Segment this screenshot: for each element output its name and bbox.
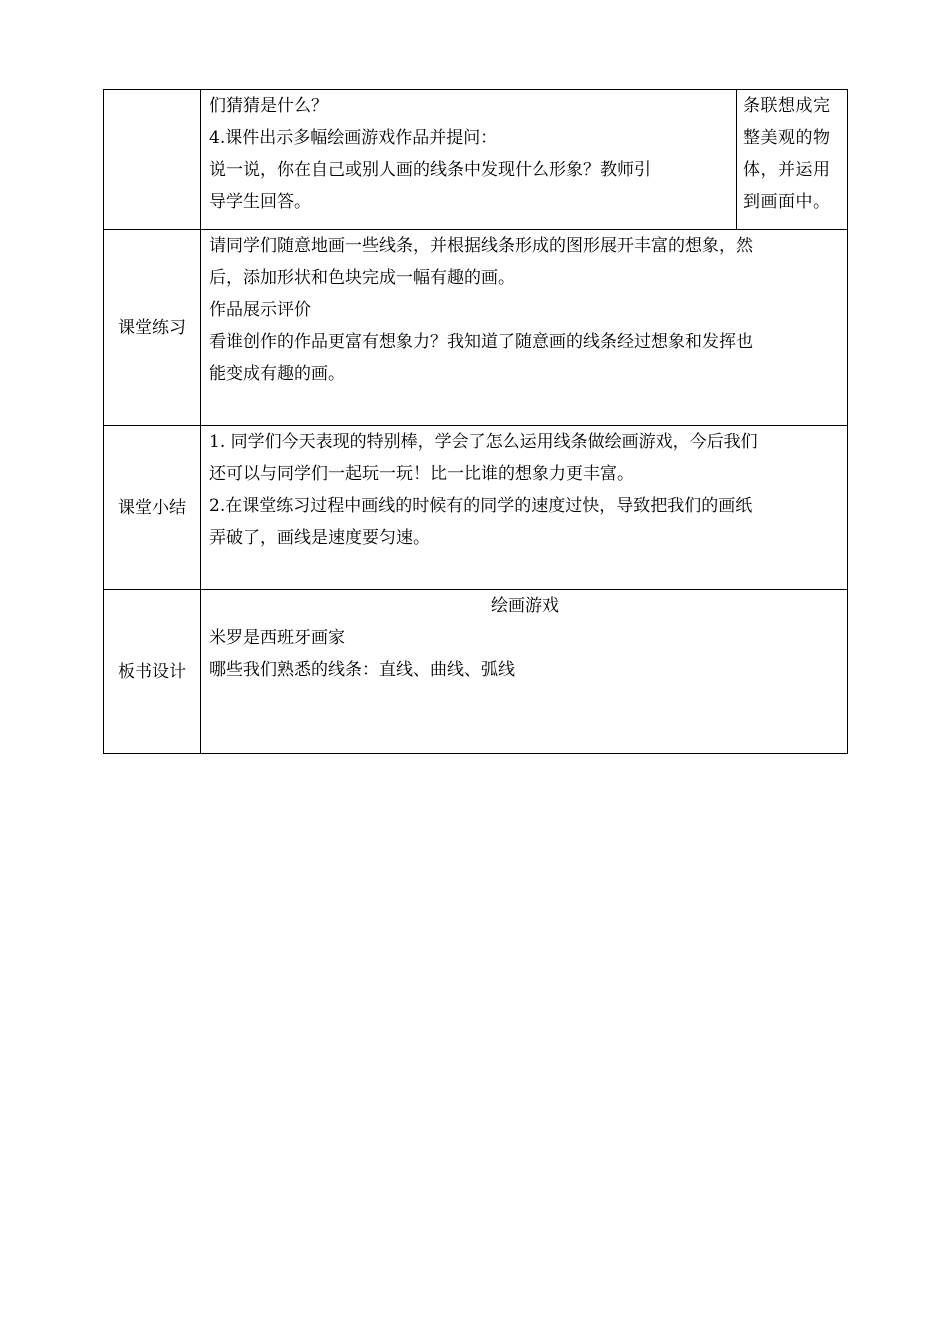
process-line-2: 4.课件出示多幅绘画游戏作品并提问： — [209, 128, 498, 148]
design-intent-content — [737, 90, 848, 230]
table-row-board — [104, 590, 848, 754]
row-label-practice: 课堂练习 — [104, 230, 201, 426]
board-heading: 绘画游戏 — [491, 596, 559, 616]
row-label-empty — [104, 90, 201, 230]
process-content — [201, 90, 737, 230]
row-label-summary: 课堂小结 — [104, 426, 201, 590]
practice-content — [201, 230, 848, 426]
process-line-3: 说一说，你在自己或别人画的线条中发现什么形象？教师引 — [209, 160, 651, 180]
row-label-board: 板书设计 — [104, 590, 201, 754]
intent-line-1: 条联想成完 — [743, 96, 831, 116]
summary-line-4: 弄破了，画线是速度要匀速。 — [209, 528, 430, 548]
process-line-1: 们猜猜是什么？ — [209, 96, 328, 116]
lesson-plan-table — [103, 89, 848, 754]
summary-line-2: 还可以与同学们一起玩一玩！比一比谁的想象力更丰富。 — [209, 464, 634, 484]
board-line-2: 哪些我们熟悉的线条：直线、曲线、弧线 — [209, 660, 515, 680]
intent-line-2: 整美观的物 — [743, 128, 831, 148]
practice-line-5: 能变成有趣的画。 — [209, 364, 345, 384]
table-row-process — [104, 90, 848, 230]
summary-content — [201, 426, 848, 590]
summary-line-1: 1. 同学们今天表现的特别棒，学会了怎么运用线条做绘画游戏，今后我们 — [209, 432, 758, 452]
practice-line-1: 请同学们随意地画一些线条，并根据线条形成的图形展开丰富的想象，然 — [209, 236, 753, 256]
intent-line-4: 到画面中。 — [743, 192, 831, 212]
table-row-practice — [104, 230, 848, 426]
summary-line-3: 2.在课堂练习过程中画线的时候有的同学的速度过快，导致把我们的画纸 — [209, 496, 753, 516]
board-content — [201, 590, 848, 754]
intent-line-3: 体，并运用 — [743, 160, 831, 180]
practice-line-2: 后，添加形状和色块完成一幅有趣的画。 — [209, 268, 515, 288]
practice-line-4: 看谁创作的作品更富有想象力？我知道了随意画的线条经过想象和发挥也 — [209, 332, 753, 352]
process-line-4: 导学生回答。 — [209, 192, 311, 212]
board-line-1: 米罗是西班牙画家 — [209, 628, 345, 648]
practice-line-3: 作品展示评价 — [209, 300, 311, 320]
table-row-summary — [104, 426, 848, 590]
